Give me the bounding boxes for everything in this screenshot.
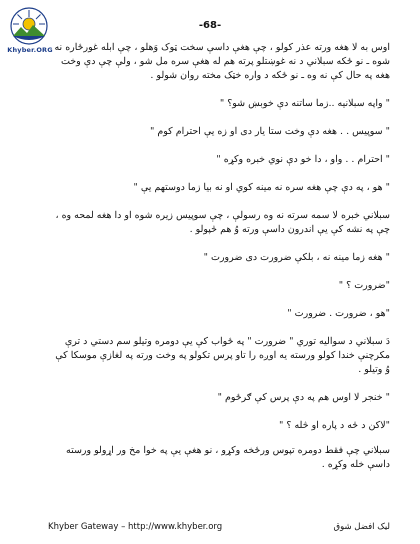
footer-site-link[interactable]: Khyber Gateway – http://www.khyber.org [48,522,223,532]
paragraph: " خنجر لا اوس هم په دې پرس کې ګرځوم " [217,392,390,403]
paragraph: " احترام . . واو ، دا خو دې نوي خبره وکړه " [216,154,390,165]
paragraph: " هو ، په دې چې هغه سره نه مینه کوي او نه بیا زما دوستهم یې " [133,182,390,193]
paragraph: اوس به لا هغه ورته عذر کولو ، چې هغې داسې سخت ټوک وَهلو ، چې ابله غورځاره نه شوه ـ نو ځکه سبلاني د نه غوښتلو پرته هم له هغې سره مل شو ، ولې چې دې وخت هغه په حال کې نه وه ـ نو ځکه د واره خټک مخته روان شولو . [54,42,390,81]
paragraph: " هغه زما مینه نه ، بلکې ضرورت دی ضرورت " [203,252,390,263]
paragraph: دَ سبلاني د سواليه توري " ضرورت " په ځواب کې يې دومره وتيلو سم دستي د ترې مکرچنې خندا کولو ورسته یه اوږه را تاو پرس تکولو په وخت ورته په لغازې موسکا کې وُ وتیلو . [55,336,390,375]
document-body [48,41,390,486]
page-number: -68- [198,20,222,31]
paragraph: " واپه سبلانيه ..زما ساتنه دې خوبښ شو؟ " [219,98,390,109]
paragraph: " سوپیس . . هغه دې وخت ستا یار دی او زه یې احترام کوم " [149,126,390,137]
paragraph: سبلاني چې فقط دومره تپوس ورځخه وکړو ، نو هغې یې په خوا مخ ور اړولو ورسته داسې خله وکړه . [66,445,390,470]
paragraph: سبلاني خبره لا سمه سرته نه وه رسولې ، چې سوپیس زیره شوه او دا هغه لمحه وه ، چې په نشه کې یې اندرون داسې ورته وُ هم څپولو . [55,210,390,235]
logo-caption: Khyber.ORG [7,46,53,54]
paragraph: "ضرورت ؟ " [338,280,390,291]
footer-author: لیک افضل شوق [333,522,390,532]
paragraph: "هو ، ضرورت . ضرورت " [287,308,390,319]
paragraph: "لاکن د څه د پاره او څله ؟ " [279,420,390,431]
page-footer [48,522,390,532]
